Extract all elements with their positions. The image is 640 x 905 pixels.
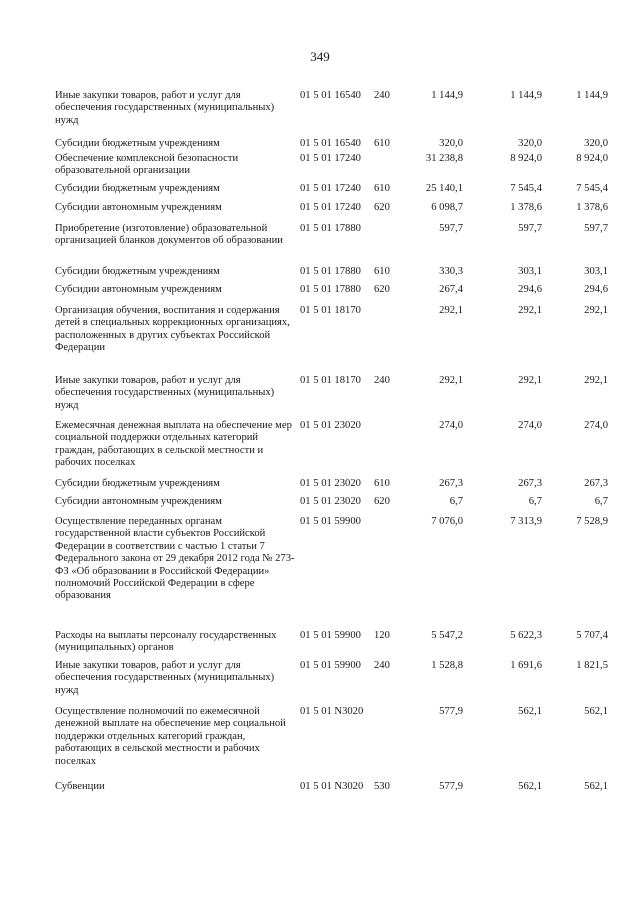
row-type: 610 <box>374 266 390 277</box>
value-col-2: 597,7 <box>518 223 542 234</box>
value-col-3: 320,0 <box>584 138 608 149</box>
value-col-1: 320,0 <box>439 138 463 149</box>
row-type: 240 <box>374 660 390 671</box>
value-col-3: 1 378,6 <box>576 202 608 213</box>
value-col-2: 1 144,9 <box>510 90 542 101</box>
row-name: Субсидии бюджетным учреждениям <box>55 183 220 194</box>
value-col-3: 1 821,5 <box>576 660 608 671</box>
row-name: Иные закупки товаров, работ и услуг для обеспечения государственных (муниципальных) нужд <box>55 660 275 696</box>
row-name: Субсидии бюджетным учреждениям <box>55 266 220 277</box>
value-col-2: 274,0 <box>518 420 542 431</box>
value-col-3: 562,1 <box>584 781 608 792</box>
value-col-2: 303,1 <box>518 266 542 277</box>
row-type: 120 <box>374 630 390 641</box>
value-col-1: 1 528,8 <box>431 660 463 671</box>
row-name: Субсидии автономным учреждениям <box>55 496 222 507</box>
row-name: Субсидии автономным учреждениям <box>55 284 222 295</box>
value-col-3: 292,1 <box>584 375 608 386</box>
value-col-3: 6,7 <box>594 496 608 507</box>
row-name: Осуществление переданных органам государственной власти субъектов Российской Федерации в соответствии с частью 1 статьи 7 Федерального закона от 29 декабря 2012 года № 273-ФЗ «Об образовании в Российской Федерации» полномочий Российской Федерации в сфере образования <box>55 516 295 602</box>
value-col-2: 1 691,6 <box>510 660 542 671</box>
value-col-1: 6,7 <box>449 496 463 507</box>
row-code: 01 5 01 16540 <box>300 138 361 149</box>
row-code: 01 5 01 17240 <box>300 153 361 164</box>
value-col-3: 7 528,9 <box>576 516 608 527</box>
row-type: 610 <box>374 183 390 194</box>
row-code: 01 5 01 59900 <box>300 660 361 671</box>
row-code: 01 5 01 17240 <box>300 202 361 213</box>
value-col-1: 7 076,0 <box>431 516 463 527</box>
value-col-1: 6 098,7 <box>431 202 463 213</box>
row-code: 01 5 01 18170 <box>300 305 361 316</box>
row-name: Субсидии автономным учреждениям <box>55 202 222 213</box>
row-code: 01 5 01 23020 <box>300 420 361 431</box>
value-col-1: 267,4 <box>439 284 463 295</box>
row-name: Организация обучения, воспитания и содержания детей в специальных коррекционных организациях, расположенных в других субъектах Российской Федерации <box>55 305 290 354</box>
value-col-2: 5 622,3 <box>510 630 542 641</box>
value-col-1: 5 547,2 <box>431 630 463 641</box>
value-col-1: 330,3 <box>439 266 463 277</box>
row-code: 01 5 01 17240 <box>300 183 361 194</box>
value-col-3: 5 707,4 <box>576 630 608 641</box>
value-col-2: 1 378,6 <box>510 202 542 213</box>
row-code: 01 5 01 59900 <box>300 516 361 527</box>
value-col-1: 292,1 <box>439 375 463 386</box>
row-name: Приобретение (изготовление) образовательной организацией бланков документов об образовании <box>55 223 283 247</box>
row-code: 01 5 01 16540 <box>300 90 361 101</box>
row-code: 01 5 01 59900 <box>300 630 361 641</box>
row-type: 620 <box>374 496 390 507</box>
value-col-2: 292,1 <box>518 375 542 386</box>
row-name: Иные закупки товаров, работ и услуг для обеспечения государственных (муниципальных) нужд <box>55 375 275 411</box>
value-col-3: 267,3 <box>584 478 608 489</box>
row-name: Обеспечение комплексной безопасности образовательной организации <box>55 153 239 177</box>
value-col-1: 292,1 <box>439 305 463 316</box>
value-col-2: 292,1 <box>518 305 542 316</box>
value-col-3: 274,0 <box>584 420 608 431</box>
value-col-1: 1 144,9 <box>431 90 463 101</box>
row-type: 240 <box>374 90 390 101</box>
value-col-3: 8 924,0 <box>576 153 608 164</box>
value-col-3: 303,1 <box>584 266 608 277</box>
row-name: Осуществление полномочий по ежемесячной денежной выплате на обеспечение мер социальной поддержки отдельных категорий граждан, работающих в сельской местности и рабочих поселках <box>55 706 286 767</box>
value-col-2: 562,1 <box>518 706 542 717</box>
row-code: 01 5 01 N3020 <box>300 781 364 792</box>
row-code: 01 5 01 17880 <box>300 284 361 295</box>
value-col-1: 577,9 <box>439 706 463 717</box>
value-col-1: 274,0 <box>439 420 463 431</box>
row-code: 01 5 01 17880 <box>300 223 361 234</box>
row-name: Расходы на выплаты персоналу государственных (муниципальных) органов <box>55 630 277 654</box>
value-col-3: 7 545,4 <box>576 183 608 194</box>
value-col-2: 267,3 <box>518 478 542 489</box>
page-number: 349 <box>310 49 330 64</box>
value-col-3: 562,1 <box>584 706 608 717</box>
value-col-3: 597,7 <box>584 223 608 234</box>
value-col-1: 31 238,8 <box>425 153 463 164</box>
row-name: Субсидии бюджетным учреждениям <box>55 138 220 149</box>
row-type: 610 <box>374 138 390 149</box>
value-col-1: 25 140,1 <box>425 183 463 194</box>
row-code: 01 5 01 18170 <box>300 375 361 386</box>
row-code: 01 5 01 23020 <box>300 478 361 489</box>
value-col-2: 8 924,0 <box>510 153 542 164</box>
row-code: 01 5 01 17880 <box>300 266 361 277</box>
row-type: 530 <box>374 781 390 792</box>
row-type: 610 <box>374 478 390 489</box>
value-col-1: 267,3 <box>439 478 463 489</box>
value-col-3: 294,6 <box>584 284 608 295</box>
row-name: Субсидии бюджетным учреждениям <box>55 478 220 489</box>
value-col-3: 292,1 <box>584 305 608 316</box>
value-col-3: 1 144,9 <box>576 90 608 101</box>
value-col-2: 6,7 <box>528 496 542 507</box>
row-code: 01 5 01 N3020 <box>300 706 364 717</box>
row-type: 620 <box>374 202 390 213</box>
value-col-2: 562,1 <box>518 781 542 792</box>
value-col-1: 577,9 <box>439 781 463 792</box>
row-name: Ежемесячная денежная выплата на обеспечение мер социальной поддержки отдельных категорий граждан, работающих в сельской местности и рабочих поселках <box>55 420 292 469</box>
row-type: 620 <box>374 284 390 295</box>
row-name: Иные закупки товаров, работ и услуг для обеспечения государственных (муниципальных) нужд <box>55 90 275 126</box>
value-col-2: 7 545,4 <box>510 183 542 194</box>
value-col-1: 597,7 <box>439 223 463 234</box>
value-col-2: 7 313,9 <box>510 516 542 527</box>
value-col-2: 294,6 <box>518 284 542 295</box>
row-code: 01 5 01 23020 <box>300 496 361 507</box>
row-name: Субвенции <box>55 781 105 792</box>
value-col-2: 320,0 <box>518 138 542 149</box>
row-type: 240 <box>374 375 390 386</box>
